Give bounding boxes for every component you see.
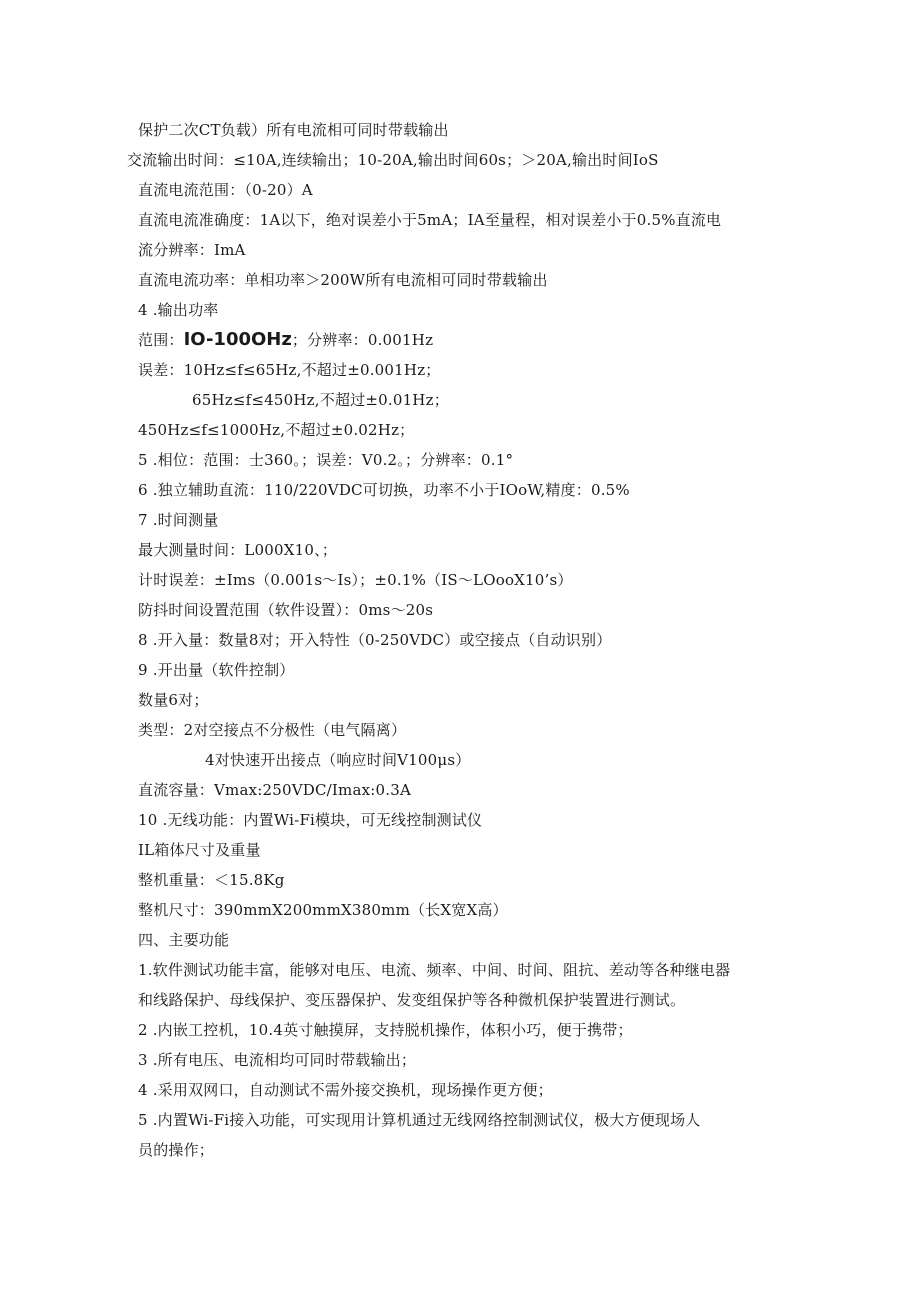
frequency-range-value: IO-100OHz — [183, 329, 292, 350]
text-line-1: 保护二次CT负载）所有电流相可同时带载输出 — [138, 121, 449, 139]
frequency-range-suffix: ；分辨率：0.001Hz — [291, 331, 434, 349]
section-heading-binary-input: 8 .开入量：数量8对；开入特性（0-250VDC）或空接点（自动识别） — [138, 631, 612, 649]
section-heading-main-functions: 四、主要功能 — [138, 931, 230, 949]
text-line-35: 员的操作； — [138, 1141, 215, 1159]
text-line-11: 450Hz≤f≤1000Hz,不超过±0.02Hz； — [138, 421, 415, 439]
text-line-9: 误差：10Hz≤f≤65Hz,不超过±0.001Hz； — [138, 361, 441, 379]
text-line-34: 5 .内置Wi-Fi接入功能，可实现用计算机通过无线网络控制测试仪，极大方便现场人 — [138, 1111, 701, 1129]
text-line-16: 计时误差：±Ims（0.001s～Is）；±0.1%（IS～LOooX10’s） — [138, 571, 573, 589]
text-line-27: 整机尺寸：390mmX200mmX380mm（长X宽X高） — [138, 901, 508, 919]
text-line-15: 最大测量时间：L000X10、； — [138, 541, 338, 559]
text-line-23: 直流容量：Vmax:250VDC/Imax:0.3A — [138, 781, 412, 799]
text-line-5: 流分辨率：ImA — [138, 241, 246, 259]
text-line-31: 2 .内嵌工控机，10.4英寸触摸屏，支持脱机操作，体积小巧，便于携带； — [138, 1021, 633, 1039]
text-line-3: 直流电流范围：（0-20）A — [138, 181, 313, 199]
section-heading-phase: 5 .相位：范围：士360。；误差：V0.2。；分辨率：0.1° — [138, 451, 514, 469]
text-line-33: 4 .采用双网口，自动测试不需外接交换机，现场操作更方便； — [138, 1081, 553, 1099]
text-line-17: 防抖时间设置范围（软件设置）：0ms～20s — [138, 601, 434, 619]
text-line-21: 类型：2对空接点不分极性（电气隔离） — [138, 721, 407, 739]
frequency-range-prefix: 范围： — [138, 331, 184, 349]
section-heading-wireless: 10 .无线功能：内置Wi-Fi模块，可无线控制测试仪 — [138, 811, 483, 829]
text-line-29: 1.软件测试功能丰富，能够对电压、电流、频率、中间、时间、阻抗、差动等各种继电器 — [138, 961, 731, 979]
frequency-range-line — [138, 330, 433, 350]
section-heading-aux-dc: 6 .独立辅助直流：110/220VDC可切换，功率不小于IOoW,精度：0.5% — [138, 481, 630, 499]
section-heading-time-measure: 7 .时间测量 — [138, 511, 219, 529]
section-heading-binary-output: 9 .开出量（软件控制） — [138, 661, 295, 679]
text-line-30: 和线路保护、母线保护、变压器保护、发变组保护等各种微机保护装置进行测试。 — [138, 991, 686, 1009]
text-line-10: 65Hz≤f≤450Hz,不超过±0.01Hz； — [192, 391, 449, 409]
section-heading-output-power: 4 .输出功率 — [138, 301, 219, 319]
section-heading-size-weight: IL箱体尺寸及重量 — [138, 841, 261, 859]
text-line-20: 数量6对； — [138, 691, 209, 709]
text-line-2: 交流输出时间：≤10A,连续输出；10-20A,输出时间60s；＞20A,输出时间IoS — [127, 151, 659, 169]
text-line-32: 3 .所有电压、电流相均可同时带载输出； — [138, 1051, 417, 1069]
text-line-6: 直流电流功率：单相功率＞200W所有电流相可同时带载输出 — [138, 271, 548, 289]
text-line-4: 直流电流准确度：1A以下，绝对误差小于5mA；IA至量程，相对误差小于0.5%直流电 — [138, 211, 722, 229]
text-line-22: 4对快速开出接点（响应时间V100μs） — [205, 751, 471, 769]
text-line-26: 整机重量：＜15.8Kg — [138, 871, 285, 889]
